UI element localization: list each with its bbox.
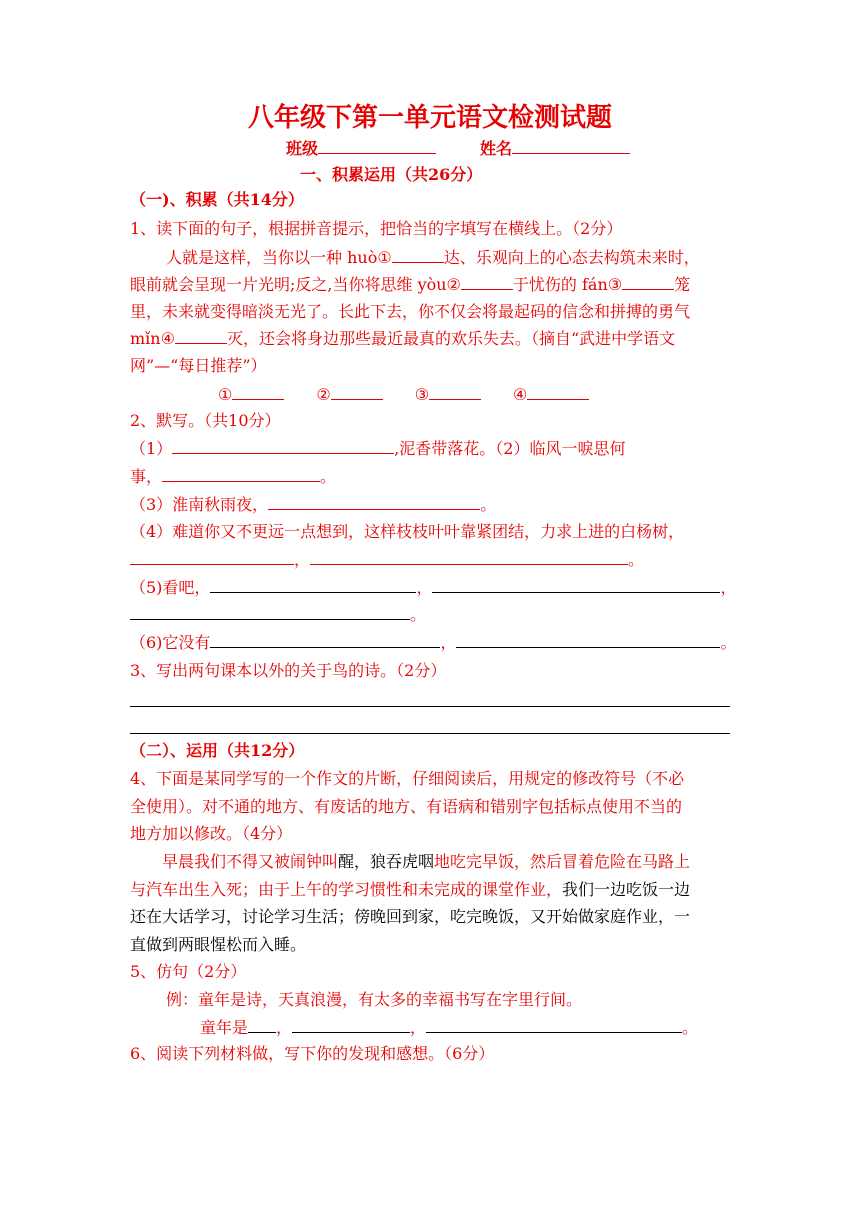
answer-blank-2[interactable] [331, 385, 383, 400]
q2-item2: 事， 。 [130, 467, 337, 486]
class-blank[interactable] [318, 139, 436, 154]
section2-heading: （二）、运用（共12分） [130, 741, 305, 760]
q2-blank-5b[interactable] [432, 578, 720, 593]
q1-line5: 网”—“每日推荐”） [130, 356, 267, 375]
q4-passage-line1: 早晨我们不得又被闹钟叫醒，狼吞虎咽地吃完早饭，然后冒着危险在马路上 [162, 852, 691, 871]
q6-stem: 6、阅读下列材料做，写下你的发现和感想。（6分） [130, 1044, 495, 1063]
q2-blank-1[interactable] [172, 439, 394, 454]
q1-blank-3[interactable] [622, 275, 674, 290]
q2-stem: 2、默写。（共10分） [130, 411, 281, 430]
q1-stem: 1、读下面的句子，根据拼音提示，把恰当的字填写在横线上。（2分） [130, 219, 623, 238]
part-heading: 一、积累运用（共26分） [300, 165, 483, 184]
q2-item5-cont: 。 [130, 604, 426, 626]
name-label: 姓名 [480, 139, 513, 158]
q4-line2: 全使用）。对不通的地方、有废话的地方、有语病和错别字包括标点使用不当的 [130, 797, 683, 816]
q2-blank-4b[interactable] [310, 550, 628, 565]
q5-stem: 5、仿句（2分） [130, 962, 247, 981]
q3-answer-line-2[interactable] [130, 733, 730, 734]
q4-passage-line2: 与汽车出生入死；由于上午的学习惯性和未完成的课堂作业，我们一边吃饭一边 [130, 880, 691, 899]
page-title: 八年级下第一单元语文检测试题 [247, 103, 612, 133]
section1-heading: （一)、积累（共14分） [130, 190, 304, 209]
q3-stem: 3、写出两句课本以外的关于鸟的诗。（2分） [130, 661, 447, 680]
q2-item3: （3）淮南秋雨夜， 。 [130, 495, 497, 514]
q1-line3: 里，未来就变得暗淡无光了。长此下去，你不仅会将最起码的信念和拼搏的勇气 [130, 302, 691, 321]
q2-blank-5a[interactable] [210, 578, 416, 593]
q5-blank-1[interactable] [248, 1018, 276, 1033]
q2-blank-5c[interactable] [130, 605, 410, 620]
q5-example: 例：童年是诗，天真浪漫，有太多的幸福书写在字里行间。 [166, 990, 583, 1009]
q5-blank-2[interactable] [292, 1018, 410, 1033]
q2-blank-4a[interactable] [130, 550, 294, 565]
q1-line2: 眼前就会呈现一片光明;反之,当你将思维 yòu② 于忧伤的 fán③ 笼 [130, 275, 691, 294]
q1-line4: mǐn④ 灭，还会将身边那些最近最真的欢乐失去。（摘自“武进中学语文 [130, 329, 676, 348]
q4-passage-line3: 还在大话学习，讨论学习生活；傍晚回到家，吃完晚饭，又开始做家庭作业，一 [130, 907, 691, 926]
q1-blank-4[interactable] [175, 329, 227, 344]
q2-blank-3[interactable] [268, 495, 480, 510]
q5-answer: 童年是 ， ， 。 [200, 1018, 699, 1037]
q3-answer-line-1[interactable] [130, 706, 730, 707]
name-blank[interactable] [512, 139, 630, 154]
q1-answers: ① ② ③ ④ [218, 384, 589, 406]
q1-blank-2[interactable] [461, 275, 513, 290]
q2-item4: （4）难道你又不更远一点想到，这样枝枝叶叶靠紧团结，力求上进的白杨树， [130, 522, 685, 541]
q2-blank-2[interactable] [162, 467, 320, 482]
q4-line3: 地方加以修改。（4分） [130, 824, 293, 843]
class-label: 班级 [286, 139, 319, 158]
q2-item1: （1） ,泥香带落花。（2）临风一唳思何 [130, 439, 626, 458]
answer-blank-3[interactable] [429, 385, 481, 400]
q5-blank-3[interactable] [426, 1018, 682, 1033]
q2-blank-6b[interactable] [456, 633, 720, 648]
name-field[interactable] [480, 138, 630, 160]
answer-blank-1[interactable] [232, 385, 284, 400]
q1-blank-1[interactable] [392, 248, 444, 263]
q1-line1: 人就是这样，当你以一种 huò① 达、乐观向上的心态去构筑未来时， [166, 248, 700, 267]
q2-item5: （5)看吧， ， ， [130, 578, 737, 597]
q4-line1: 4、下面是某同学写的一个作文的片断，仔细阅读后，用规定的修改符号（不必 [130, 769, 685, 788]
answer-blank-4[interactable] [527, 385, 589, 400]
q2-item4-blanks: ， 。 [130, 549, 644, 571]
class-field[interactable] [286, 138, 436, 160]
q4-passage-line4: 直做到两眼惺松而入睡。 [130, 935, 307, 954]
q2-blank-6a[interactable] [210, 633, 440, 648]
q2-item6: （6)它没有 ， 。 [130, 633, 737, 652]
